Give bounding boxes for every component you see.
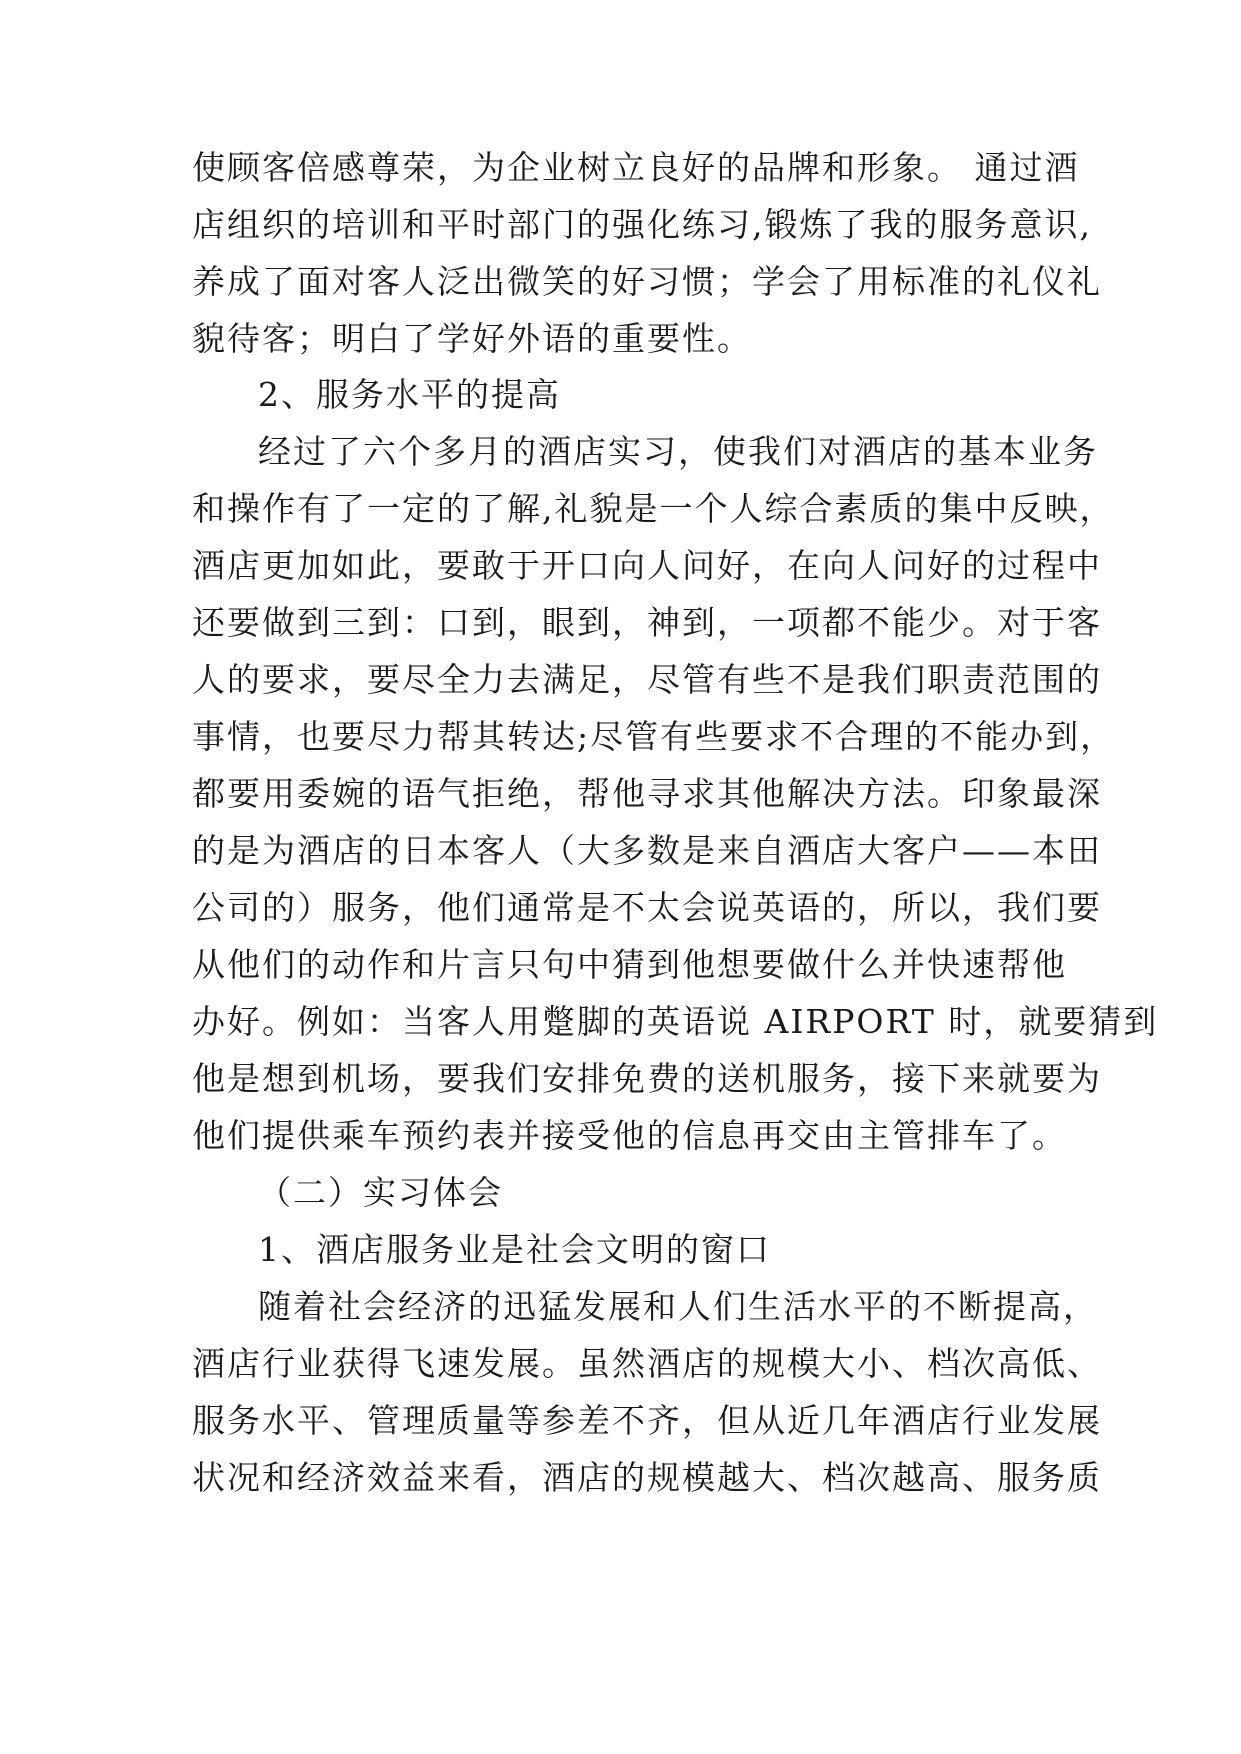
paragraph-line: 人的要求，要尽全力去满足，尽管有些不是我们职责范围的 xyxy=(192,660,1102,699)
paragraph-line: 他们提供乘车预约表并接受他的信息再交由主管排车了。 xyxy=(192,1116,1067,1155)
paragraph-line: 的是为酒店的日本客人（大多数是来自酒店大客户——本田 xyxy=(192,831,1102,870)
paragraph-line: 店组织的培训和平时部门的强化练习,锻炼了我的服务意识, xyxy=(192,205,1092,244)
paragraph-line: 都要用委婉的语气拒绝，帮他寻求其他解决方法。印象最深 xyxy=(192,774,1102,813)
paragraph-line: 和操作有了一定的了解,礼貌是一个人综合素质的集中反映， xyxy=(192,489,1115,528)
paragraph-line: 养成了面对客人泛出微笑的好习惯；学会了用标准的礼仪礼 xyxy=(192,262,1102,301)
paragraph-line: 状况和经济效益来看，酒店的规模越大、档次越高、服务质 xyxy=(192,1458,1102,1497)
section-heading: 2、服务水平的提高 xyxy=(258,375,561,414)
section-heading: 1、酒店服务业是社会文明的窗口 xyxy=(258,1230,771,1269)
paragraph-line: 随着社会经济的迅猛发展和人们生活水平的不断提高， xyxy=(258,1287,1098,1326)
paragraph-line: 貌待客；明白了学好外语的重要性。 xyxy=(192,319,752,358)
paragraph-line: 服务水平、管理质量等参差不齐，但从近几年酒店行业发展 xyxy=(192,1401,1102,1440)
paragraph-line: 他是想到机场，要我们安排免费的送机服务，接下来就要为 xyxy=(192,1059,1102,1098)
paragraph-line: 从他们的动作和片言只句中猜到他想要做什么并快速帮他 xyxy=(192,945,1067,984)
paragraph-line: 还要做到三到：口到，眼到，神到，一项都不能少。对于客 xyxy=(192,603,1102,642)
paragraph-line: 酒店更加如此，要敢于开口向人问好，在向人问好的过程中 xyxy=(192,546,1102,585)
paragraph-line: 办好。例如：当客人用蹩脚的英语说 AIRPORT 时，就要猜到 xyxy=(192,1002,1159,1041)
paragraph-line: 事情，也要尽力帮其转达;尽管有些要求不合理的不能办到， xyxy=(192,717,1116,756)
section-heading: （二）实习体会 xyxy=(258,1173,503,1212)
paragraph-line: 经过了六个多月的酒店实习，使我们对酒店的基本业务 xyxy=(258,432,1098,471)
paragraph-line: 使顾客倍感尊荣，为企业树立良好的品牌和形象。 通过酒 xyxy=(192,148,1080,187)
paragraph-line: 公司的）服务，他们通常是不太会说英语的，所以，我们要 xyxy=(192,888,1102,927)
paragraph-line: 酒店行业获得飞速发展。虽然酒店的规模大小、档次高低、 xyxy=(192,1344,1102,1383)
